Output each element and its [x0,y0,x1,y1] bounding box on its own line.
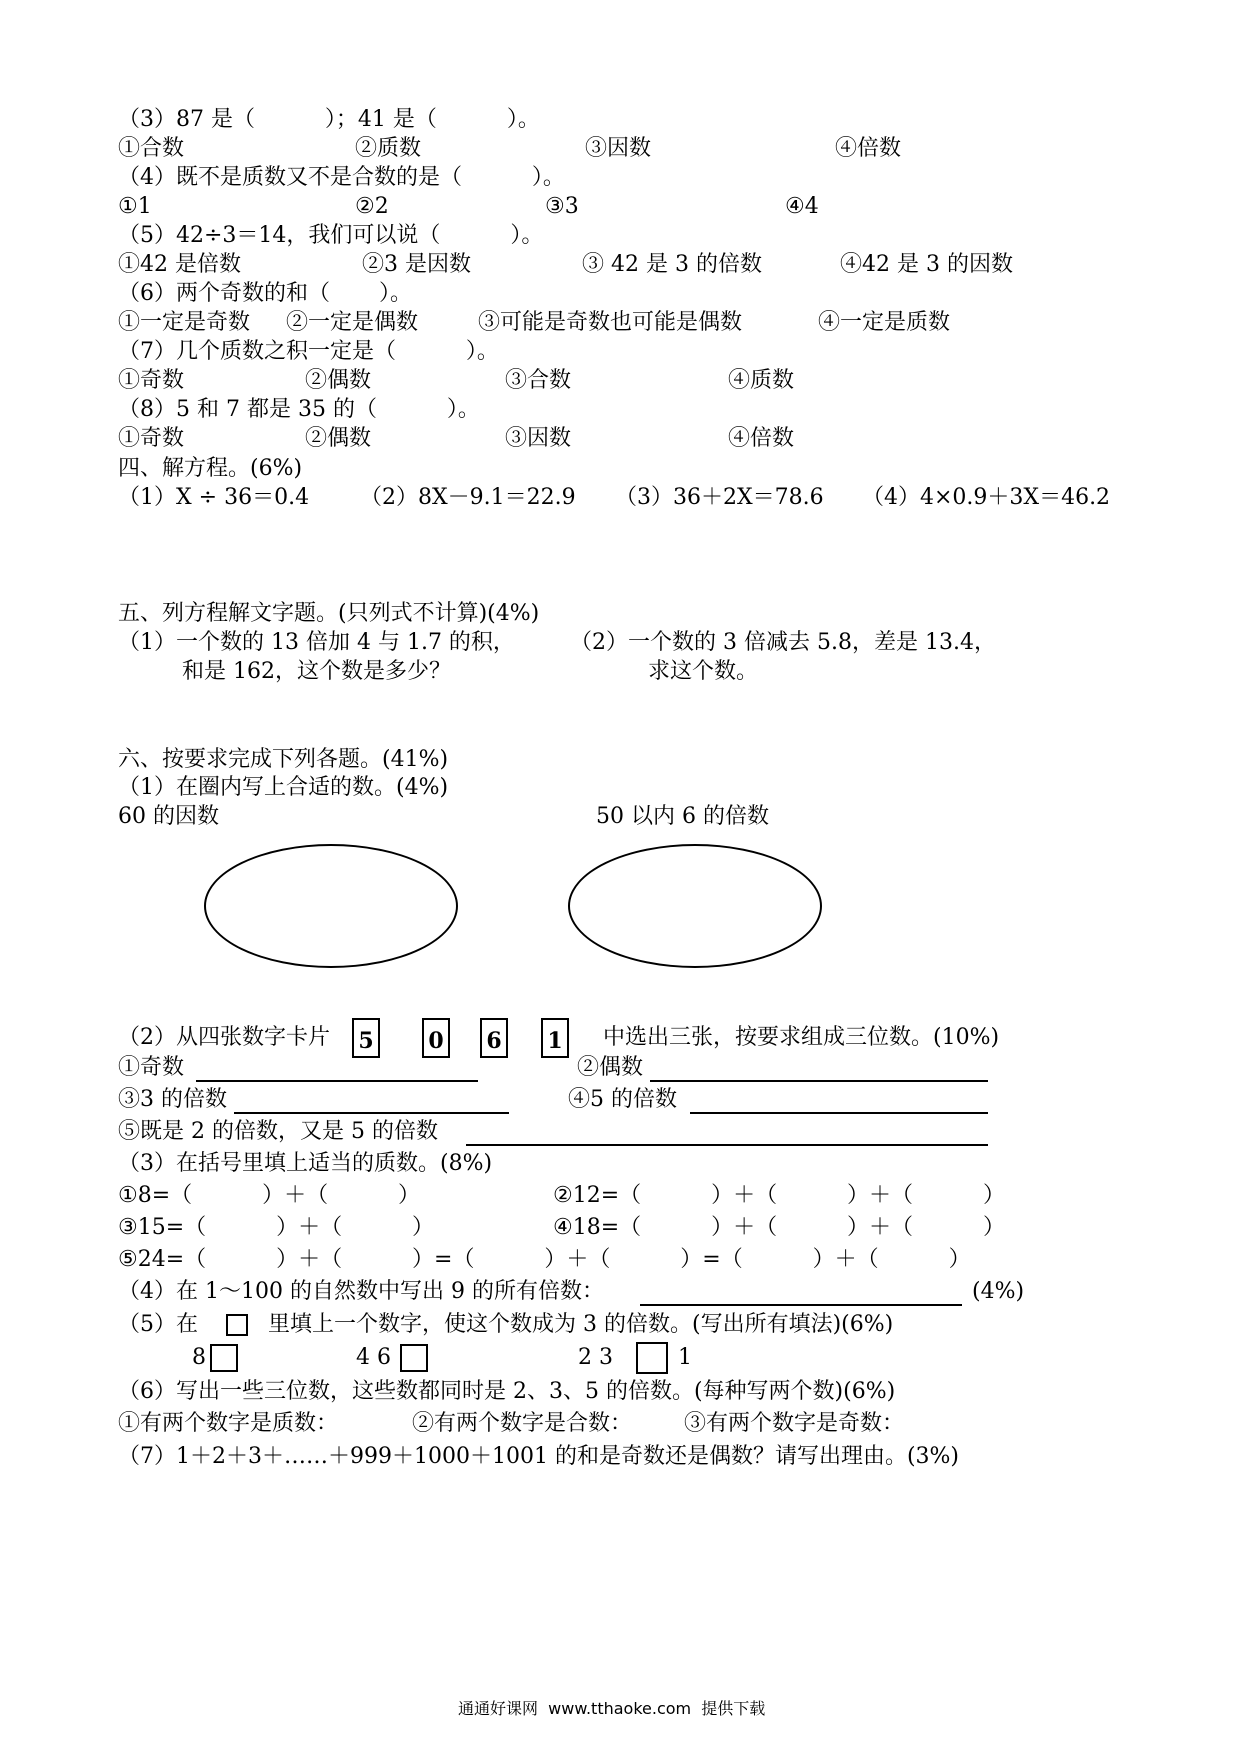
answer-oval-right[interactable] [568,844,822,968]
q2-multiple-of-5-label: ④5 的倍数 [568,1087,677,1112]
s6-q6-prompt: （6）写出一些三位数，这些数都同时是 2、3、5 的倍数。(每种写两个数)(6%) [118,1379,896,1404]
q8-option-4: ④倍数 [728,426,795,451]
q4-prompt: （4）既不是质数又不是合数的是（ ）。 [118,165,565,190]
q8-option-3: ③因数 [505,426,572,451]
answer-oval-left[interactable] [204,844,458,968]
q4-option-2: ②2 [355,194,389,219]
q7-option-4: ④质数 [728,368,795,393]
blank-box-example [226,1314,248,1336]
s6-q4-prompt: （4）在 1～100 的自然数中写出 9 的所有倍数： [118,1279,604,1304]
digit-card-5: 5 [352,1018,380,1058]
q7-option-1: ①奇数 [118,368,185,393]
q5-option-4: ④42 是 3 的因数 [840,252,1013,277]
equation-4: （4）4×0.9＋3X＝46.2 [862,485,1111,510]
s6-q2-prompt-end: 中选出三张，按要求组成三位数。(10%) [603,1025,1000,1050]
q6-option-prime-digits: ①有两个数字是质数： [118,1411,339,1436]
q8-prompt: （8）5 和 7 都是 35 的（ ）。 [118,397,480,422]
s6-q5-prompt-start: （5）在 [118,1312,198,1337]
q8-option-2: ②偶数 [305,426,372,451]
q5-blank-1[interactable] [210,1344,238,1372]
s6-q3-prompt: （3）在括号里填上适当的质数。(8%) [118,1151,493,1176]
section-5-heading: 五、列方程解文字题。(只列式不计算)(4%) [118,601,540,626]
word-problem-2-line-1: （2）一个数的 3 倍减去 5.8，差是 13.4， [570,630,996,655]
q5-prompt: （5）42÷3＝14，我们可以说（ ）。 [118,223,544,248]
q2-odd-label: ①奇数 [118,1055,185,1080]
s6-q2-prompt-start: （2）从四张数字卡片 [118,1025,330,1050]
q2-multiple-of-5-answer-line[interactable] [690,1112,988,1114]
q5-number-1-digit: 8 [192,1345,206,1370]
q6-prompt: （6）两个奇数的和（ ）。 [118,281,412,306]
q7-option-3: ③合数 [505,368,572,393]
q2-even-label: ②偶数 [577,1055,644,1080]
q6-option-3: ③可能是奇数也可能是偶数 [478,310,743,335]
equation-3: （3）36＋2X＝78.6 [615,485,824,510]
word-problem-1-line-1: （1）一个数的 13 倍加 4 与 1.7 的积， [118,630,515,655]
set-label-factors-of-60: 60 的因数 [118,804,219,829]
q2-multiple-of-2-and-5-label: ⑤既是 2 的倍数，又是 5 的倍数 [118,1119,438,1144]
q5-option-2: ②3 是因数 [362,252,471,277]
q2-multiple-of-3-answer-line[interactable] [234,1112,509,1114]
q3-option-2: ②质数 [355,136,422,161]
equation-1: （1）X ÷ 36＝0.4 [118,485,310,510]
word-problem-2-line-2: 求这个数。 [648,659,759,684]
section-6-heading: 六、按要求完成下列各题。(41%) [118,747,449,772]
q3-prompt: （3）87 是（ ）；41 是（ ）。 [118,107,540,132]
s6-q1-prompt: （1）在圈内写上合适的数。(4%) [118,775,449,800]
q5-option-1: ①42 是倍数 [118,252,241,277]
word-problem-1-line-2: 和是 162，这个数是多少？ [182,659,451,684]
q5-blank-3[interactable] [636,1342,668,1374]
q2-odd-answer-line[interactable] [196,1080,478,1082]
q2-multiple-of-2-and-5-answer-line[interactable] [466,1144,988,1146]
q6-option-composite-digits: ②有两个数字是合数： [412,1411,633,1436]
q4-option-4: ④4 [785,194,819,219]
prime-sum-18: ④18=（ ）＋（ ）＋（ ） [553,1215,1005,1240]
q6-option-1: ①一定是奇数 [118,310,251,335]
q5-number-3-last-digit: 1 [678,1345,692,1370]
set-label-multiples-of-6: 50 以内 6 的倍数 [596,804,769,829]
footer-credit: 通通好课网 www.tthaoke.com 提供下载 [458,1699,766,1718]
q5-option-3: ③ 42 是 3 的倍数 [582,252,762,277]
section-4-heading: 四、解方程。(6%) [118,456,303,481]
digit-card-1: 1 [541,1018,569,1058]
q5-number-3-digits: 2 3 [578,1345,613,1370]
q6-option-2: ②一定是偶数 [286,310,419,335]
q3-option-4: ④倍数 [835,136,902,161]
digit-card-0: 0 [422,1018,450,1058]
s6-q4-percent: (4%) [972,1279,1025,1304]
q5-number-2-digits: 4 6 [356,1345,391,1370]
q4-option-3: ③3 [545,194,579,219]
q6-option-4: ④一定是质数 [818,310,951,335]
q6-option-odd-digits: ③有两个数字是奇数： [684,1411,905,1436]
prime-sum-12: ②12=（ ）＋（ ）＋（ ） [553,1183,1005,1208]
q2-even-answer-line[interactable] [650,1080,988,1082]
q7-prompt: （7）几个质数之积一定是（ ）。 [118,339,499,364]
q5-blank-2[interactable] [400,1344,428,1372]
s6-q7-prompt: （7）1＋2＋3＋……＋999＋1000＋1001 的和是奇数还是偶数？请写出理由。(3%) [118,1444,960,1469]
q4-option-1: ①1 [118,194,152,219]
q4-answer-line[interactable] [640,1304,962,1306]
q3-option-1: ①合数 [118,136,185,161]
digit-card-6: 6 [480,1018,508,1058]
q2-multiple-of-3-label: ③3 的倍数 [118,1087,227,1112]
equation-2: （2）8X－9.1＝22.9 [360,485,576,510]
prime-sum-24: ⑤24=（ ）＋（ ）=（ ）＋（ ）=（ ）＋（ ） [118,1247,971,1272]
q8-option-1: ①奇数 [118,426,185,451]
prime-sum-8: ①8=（ ）＋（ ） [118,1183,421,1208]
q3-option-3: ③因数 [585,136,652,161]
s6-q5-prompt-end: 里填上一个数字，使这个数成为 3 的倍数。(写出所有填法)(6%) [268,1312,894,1337]
prime-sum-15: ③15=（ ）＋（ ） [118,1215,435,1240]
q7-option-2: ②偶数 [305,368,372,393]
